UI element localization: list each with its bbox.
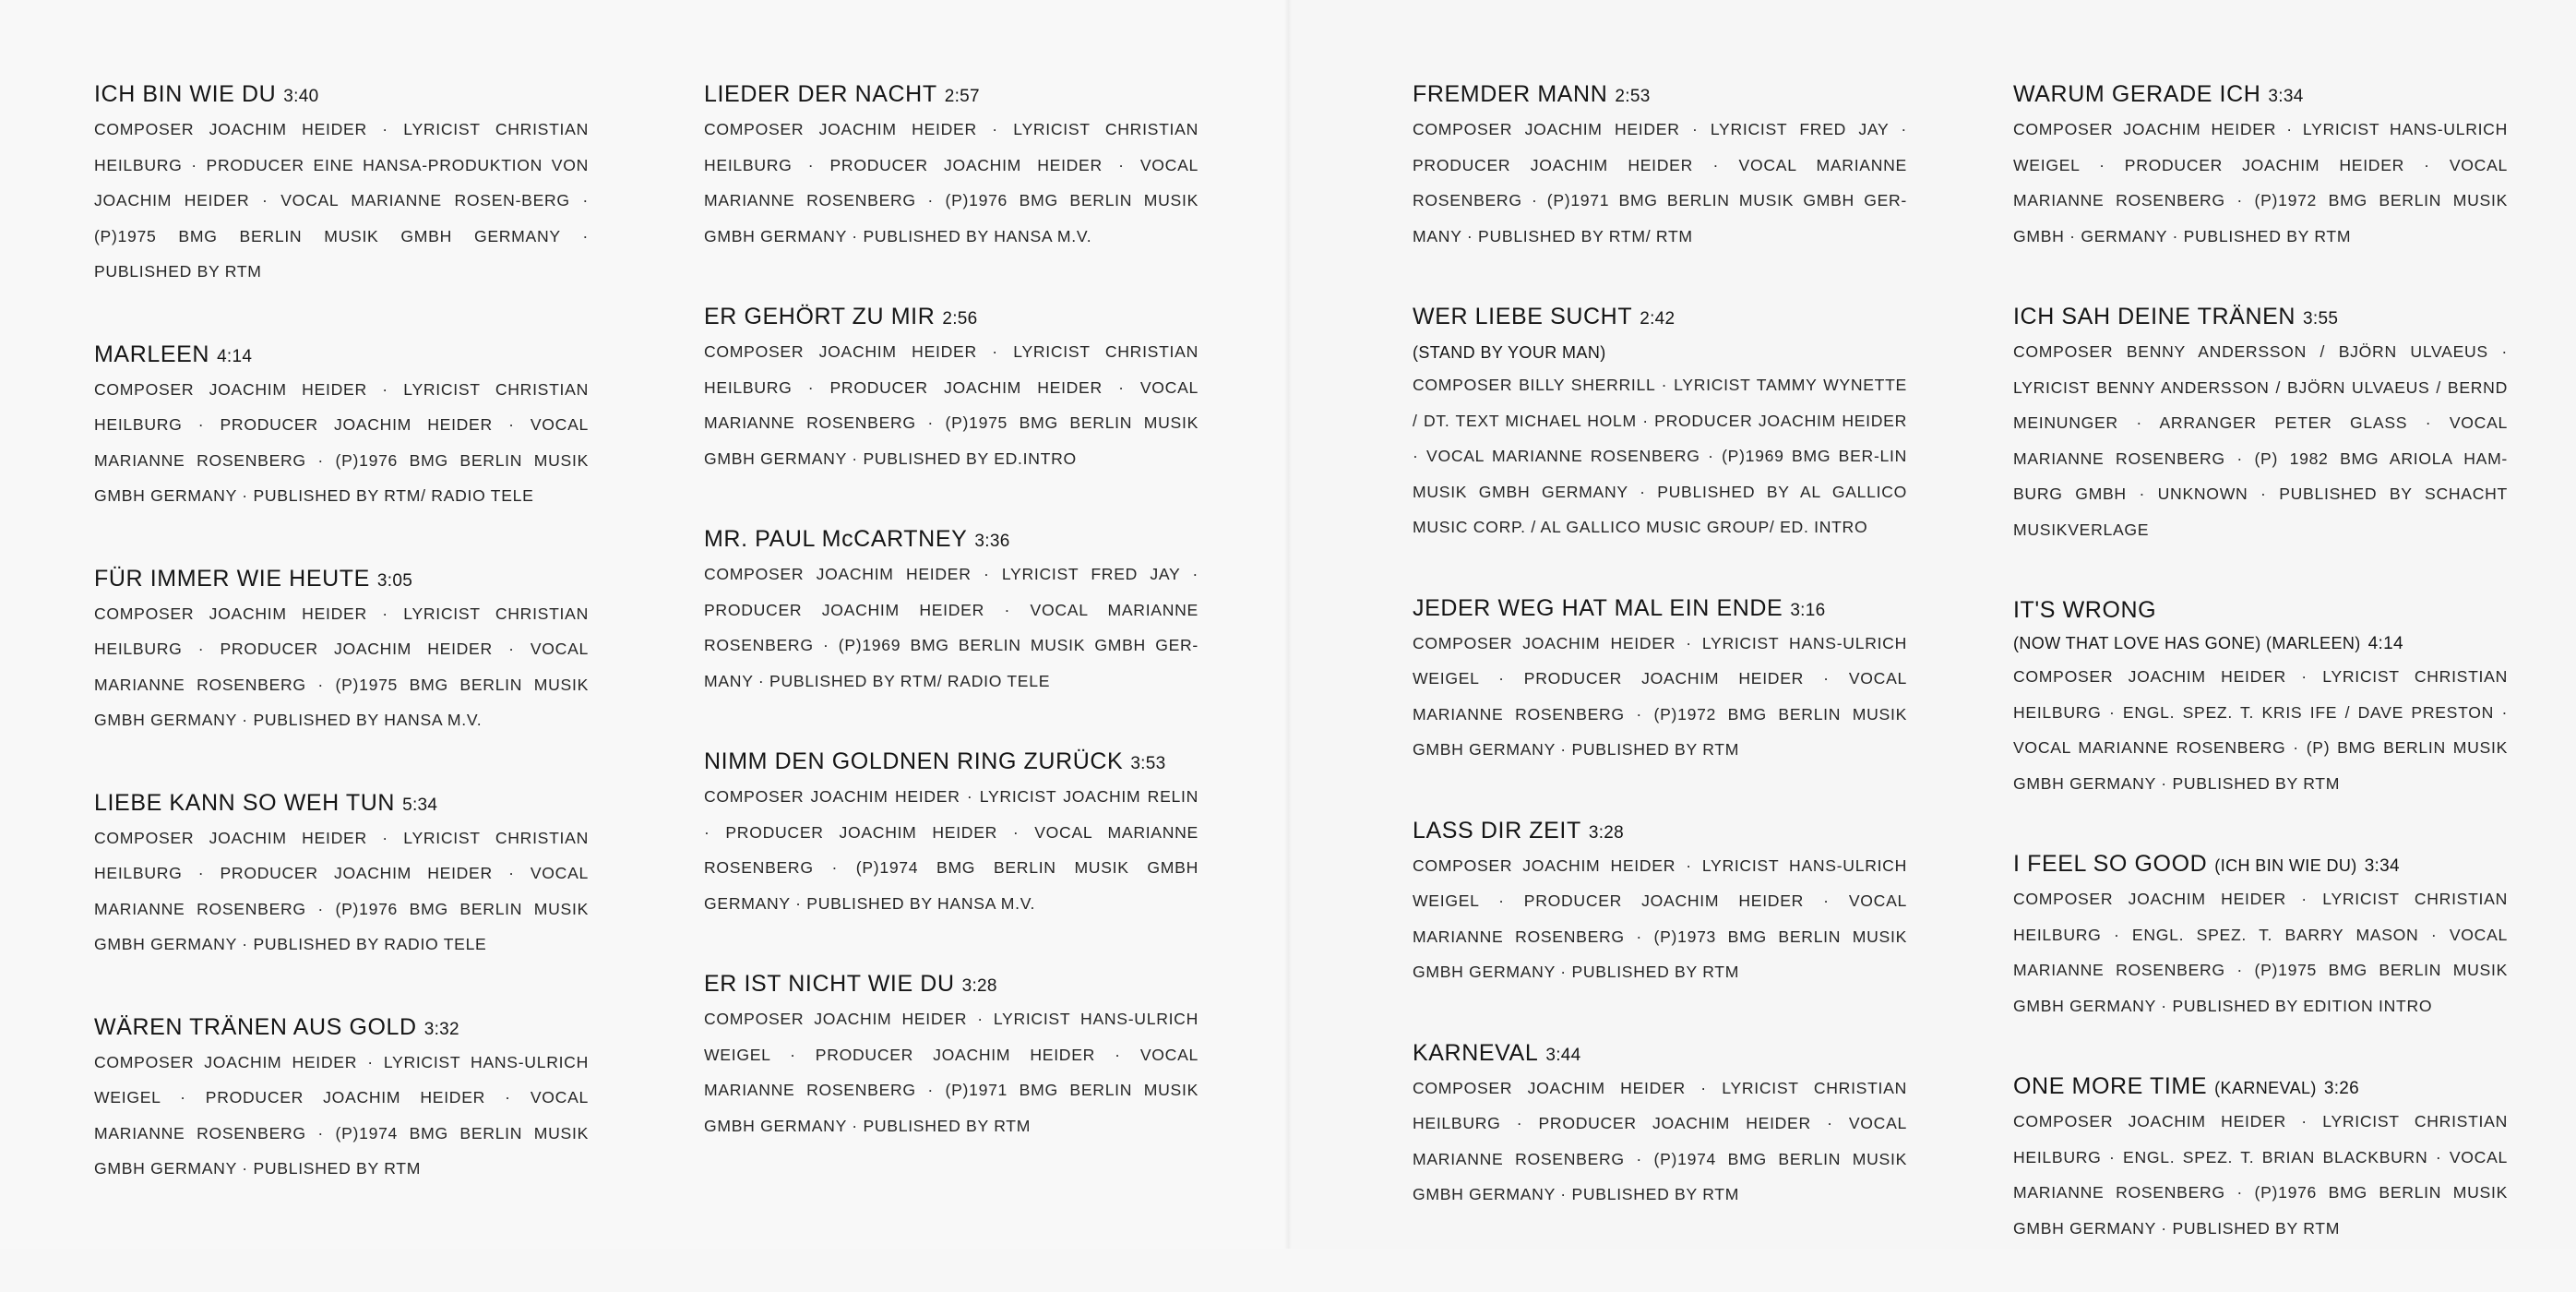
track-credits: COMPOSER JOACHIM HEIDER · LYRICIST HANS-ULRICH WEIGEL · PRODUCER JOACHIM HEIDER · VOCAL MARIANNE ROSENBERG · (P)1972 BMG BERLIN MUSIK GMBH · GERMANY · PUBLISHED BY RTM bbox=[2013, 120, 2508, 245]
track-duration: 4:14 bbox=[2367, 634, 2403, 653]
track-entry bbox=[2013, 78, 2508, 254]
track-entry bbox=[1413, 300, 1907, 545]
track-entry bbox=[94, 338, 589, 514]
track-credits: COMPOSER JOACHIM HEIDER · LYRICIST CHRISTIAN HEILBURG · ENGL. SPEZ. T. BRIAN BLACKBURN · VOCAL MARIANNE ROSENBERG · (P)1976 BMG BERLIN MUSIK GMBH GERMANY · PUBLISHED BY RTM bbox=[2013, 1112, 2508, 1238]
track-title: ER GEHÖRT ZU MIR bbox=[704, 304, 936, 329]
track-column-3 bbox=[1413, 78, 1907, 1259]
track-title: LASS DIR ZEIT bbox=[1413, 817, 1581, 843]
track-duration: 2:42 bbox=[1640, 309, 1676, 329]
track-heading bbox=[1413, 814, 1907, 850]
track-duration: 5:34 bbox=[402, 795, 438, 815]
track-title: LIEBE KANN SO WEH TUN bbox=[94, 789, 396, 816]
track-title-suffix: (KARNEVAL) bbox=[2214, 1079, 2317, 1097]
track-duration: 2:57 bbox=[944, 87, 980, 106]
track-credits: COMPOSER JOACHIM HEIDER · LYRICIST HANS-ULRICH WEIGEL · PRODUCER JOACHIM HEIDER · VOCAL MARIANNE ROSENBERG · (P)1972 BMG BERLIN MUSIK GMBH GERMANY · PUBLISHED BY RTM bbox=[1413, 633, 1907, 759]
track-heading bbox=[94, 78, 589, 114]
track-title: MR. PAUL McCARTNEY bbox=[704, 526, 968, 552]
track-duration: 2:53 bbox=[1615, 87, 1651, 106]
track-title: WER LIEBE SUCHT bbox=[1413, 304, 1633, 329]
track-duration: 3:28 bbox=[961, 976, 997, 996]
track-credits: COMPOSER JOACHIM HEIDER · LYRICIST CHRISTIAN HEILBURG · ENGL. SPEZ. T. KRIS IFE / DAVE PRESTON · VOCAL MARIANNE ROSENBERG · (P) BMG BERLIN MUSIK GMBH GERMANY · PUBLISHED BY RTM bbox=[2013, 667, 2508, 793]
track-duration: 3:53 bbox=[1130, 754, 1166, 773]
track-heading bbox=[704, 967, 1199, 1003]
track-heading bbox=[704, 522, 1199, 558]
track-credits: COMPOSER JOACHIM HEIDER · LYRICIST CHRISTIAN HEILBURG · PRODUCER JOACHIM HEIDER · VOCAL MARIANNE ROSENBERG · (P)1976 BMG BERLIN MUSIK GMBH GERMANY · PUBLISHED BY RTM/ RADIO TELE bbox=[94, 379, 589, 505]
track-heading bbox=[1413, 300, 1907, 336]
track-entry bbox=[704, 745, 1199, 921]
track-heading bbox=[94, 562, 589, 598]
track-title: ER IST NICHT WIE DU bbox=[704, 971, 955, 997]
track-heading bbox=[1413, 1036, 1907, 1072]
track-heading bbox=[2013, 1070, 2508, 1106]
track-duration: 3:05 bbox=[376, 570, 413, 591]
track-entry bbox=[2013, 300, 2508, 547]
track-duration: 3:16 bbox=[1790, 600, 1826, 620]
track-title: I FEEL SO GOOD bbox=[2013, 851, 2208, 877]
track-title: ICH BIN WIE DU bbox=[94, 81, 277, 107]
track-title: ICH SAH DEINE TRÄNEN bbox=[2013, 304, 2296, 329]
track-title: IT'S WRONG bbox=[2013, 597, 2157, 623]
track-entry bbox=[1413, 1036, 1907, 1213]
track-title: ONE MORE TIME bbox=[2013, 1073, 2208, 1099]
track-duration: 3:44 bbox=[1545, 1045, 1581, 1065]
track-duration: 3:40 bbox=[283, 87, 319, 106]
track-column-1 bbox=[94, 78, 589, 1235]
track-duration: 3:55 bbox=[2303, 309, 2339, 329]
track-heading bbox=[1413, 592, 1907, 628]
track-entry bbox=[704, 300, 1199, 476]
track-credits: COMPOSER JOACHIM HEIDER · LYRICIST CHRISTIAN HEILBURG · PRODUCER JOACHIM HEIDER · VOCAL MARIANNE ROSENBERG · (P)1976 BMG BERLIN MUSIK GMBH GERMANY · PUBLISHED BY HANSA M.V. bbox=[704, 120, 1199, 245]
track-entry bbox=[2013, 1070, 2508, 1246]
track-subtitle-line bbox=[1413, 336, 1907, 369]
track-heading bbox=[94, 338, 589, 374]
track-credits: COMPOSER JOACHIM HEIDER · LYRICIST CHRISTIAN HEILBURG · PRODUCER JOACHIM HEIDER · VOCAL MARIANNE ROSENBERG · (P)1974 BMG BERLIN MUSIK GMBH GERMANY · PUBLISHED BY RTM bbox=[1413, 1078, 1907, 1203]
track-duration: 3:26 bbox=[2323, 1079, 2360, 1098]
track-title: MARLEEN bbox=[94, 341, 210, 367]
track-column-2 bbox=[704, 78, 1199, 1190]
track-credits: COMPOSER JOACHIM HEIDER · LYRICIST FRED JAY · PRODUCER JOACHIM HEIDER · VOCAL MARIANNE ROSENBERG · (P)1969 BMG BERLIN MUSIK GMBH GER-MANY · PUBLISHED BY RTM/ RADIO TELE bbox=[704, 565, 1199, 690]
track-duration: 3:36 bbox=[974, 532, 1010, 551]
track-heading bbox=[94, 786, 589, 822]
track-entry bbox=[704, 78, 1199, 254]
track-duration: 3:32 bbox=[423, 1019, 459, 1039]
track-credits: COMPOSER BENNY ANDERSSON / BJÖRN ULVAEUS · LYRICIST BENNY ANDERSSON / BJÖRN ULVAEUS / BERND MEINUNGER · ARRANGER PETER GLASS · VOCAL MARIANNE ROSENBERG · (P) 1982 BMG ARIOLA HAM-BURG GMBH · UNKNOWN · PUBLISHED BY SCHACHT MUSIKVERLAGE bbox=[2013, 342, 2508, 539]
track-subtitle-line bbox=[2013, 627, 2508, 661]
track-duration: 4:14 bbox=[217, 346, 253, 366]
track-credits: COMPOSER BILLY SHERRILL · LYRICIST TAMMY WYNETTE / DT. TEXT MICHAEL HOLM · PRODUCER JOACHIM HEIDER · VOCAL MARIANNE ROSENBERG · (P)1969 BMG BER-LIN MUSIK GMBH GERMANY · PUBLISHED BY AL GALLICO MUSIC CORP. / AL GALLICO MUSIC GROUP/ ED. INTRO bbox=[1413, 376, 1907, 536]
track-credits: COMPOSER JOACHIM HEIDER · LYRICIST HANS-ULRICH WEIGEL · PRODUCER JOACHIM HEIDER · VOCAL MARIANNE ROSENBERG · (P)1973 BMG BERLIN MUSIK GMBH GERMANY · PUBLISHED BY RTM bbox=[1413, 855, 1907, 981]
track-entry bbox=[1413, 592, 1907, 768]
track-title-suffix: (ICH BIN WIE DU) bbox=[2214, 856, 2357, 875]
track-title: WARUM GERADE ICH bbox=[2013, 81, 2261, 107]
track-heading bbox=[1413, 78, 1907, 114]
track-heading bbox=[2013, 300, 2508, 336]
page-fold bbox=[1284, 0, 1292, 1249]
track-duration: 3:28 bbox=[1588, 822, 1625, 843]
track-heading bbox=[704, 745, 1199, 781]
track-credits: COMPOSER JOACHIM HEIDER · LYRICIST CHRISTIAN HEILBURG · PRODUCER JOACHIM HEIDER · VOCAL MARIANNE ROSENBERG · (P)1975 BMG BERLIN MUSIK GMBH GERMANY · PUBLISHED BY HANSA M.V. bbox=[94, 604, 589, 729]
track-duration: 2:56 bbox=[942, 309, 978, 329]
track-credits: COMPOSER JOACHIM HEIDER · LYRICIST CHRISTIAN HEILBURG · PRODUCER JOACHIM HEIDER · VOCAL MARIANNE ROSENBERG · (P)1976 BMG BERLIN MUSIK GMBH GERMANY · PUBLISHED BY RADIO TELE bbox=[94, 828, 589, 953]
track-subtitle: (STAND BY YOUR MAN) bbox=[1413, 343, 1606, 362]
track-entry bbox=[2013, 847, 2508, 1023]
track-heading bbox=[704, 300, 1199, 336]
track-entry bbox=[94, 1011, 589, 1187]
track-heading bbox=[94, 1011, 589, 1047]
track-title: JEDER WEG HAT MAL EIN ENDE bbox=[1413, 594, 1783, 621]
track-title: NIMM DEN GOLDNEN RING ZURÜCK bbox=[704, 748, 1124, 774]
track-entry bbox=[704, 967, 1199, 1143]
track-heading bbox=[704, 78, 1199, 114]
track-title: FREMDER MANN bbox=[1413, 81, 1608, 107]
track-column-4 bbox=[2013, 78, 2508, 1292]
track-duration: 3:34 bbox=[2364, 856, 2400, 876]
track-title: FÜR IMMER WIE HEUTE bbox=[94, 565, 370, 592]
track-entry bbox=[2013, 593, 2508, 801]
track-title: LIEDER DER NACHT bbox=[704, 81, 937, 107]
track-credits: COMPOSER JOACHIM HEIDER · LYRICIST CHRISTIAN HEILBURG · PRODUCER EINE HANSA-PRODUKTION VON JOACHIM HEIDER · VOCAL MARIANNE ROSEN-BERG · (P)1975 BMG BERLIN MUSIK GMBH GERMANY · PUBLISHED BY RTM bbox=[94, 120, 589, 281]
track-credits: COMPOSER JOACHIM HEIDER · LYRICIST HANS-ULRICH WEIGEL · PRODUCER JOACHIM HEIDER · VOCAL MARIANNE ROSENBERG · (P)1971 BMG BERLIN MUSIK GMBH GERMANY · PUBLISHED BY RTM bbox=[704, 1010, 1199, 1135]
track-credits: COMPOSER JOACHIM HEIDER · LYRICIST HANS-ULRICH WEIGEL · PRODUCER JOACHIM HEIDER · VOCAL MARIANNE ROSENBERG · (P)1974 BMG BERLIN MUSIK GMBH GERMANY · PUBLISHED BY RTM bbox=[94, 1052, 589, 1178]
track-entry bbox=[94, 786, 589, 963]
track-entry bbox=[1413, 814, 1907, 990]
track-credits: COMPOSER JOACHIM HEIDER · LYRICIST FRED JAY · PRODUCER JOACHIM HEIDER · VOCAL MARIANNE ROSENBERG · (P)1971 BMG BERLIN MUSIK GMBH GER-MANY · PUBLISHED BY RTM/ RTM bbox=[1413, 120, 1907, 245]
track-credits: COMPOSER JOACHIM HEIDER · LYRICIST CHRISTIAN HEILBURG · ENGL. SPEZ. T. BARRY MASON · VOCAL MARIANNE ROSENBERG · (P)1975 BMG BERLIN MUSIK GMBH GERMANY · PUBLISHED BY EDITION INTRO bbox=[2013, 890, 2508, 1015]
track-title: WÄREN TRÄNEN AUS GOLD bbox=[94, 1013, 417, 1040]
track-entry bbox=[94, 562, 589, 738]
track-credits: COMPOSER JOACHIM HEIDER · LYRICIST CHRISTIAN HEILBURG · PRODUCER JOACHIM HEIDER · VOCAL MARIANNE ROSENBERG · (P)1975 BMG BERLIN MUSIK GMBH GERMANY · PUBLISHED BY ED.INTRO bbox=[704, 342, 1199, 468]
track-entry bbox=[94, 78, 589, 290]
track-subtitle: (NOW THAT LOVE HAS GONE) (MARLEEN) bbox=[2013, 634, 2361, 652]
track-heading bbox=[2013, 593, 2508, 627]
track-heading bbox=[2013, 78, 2508, 114]
track-entry bbox=[704, 522, 1199, 699]
track-heading bbox=[2013, 847, 2508, 883]
track-title: KARNEVAL bbox=[1413, 1039, 1539, 1066]
track-credits: COMPOSER JOACHIM HEIDER · LYRICIST JOACHIM RELIN · PRODUCER JOACHIM HEIDER · VOCAL MARIANNE ROSENBERG · (P)1974 BMG BERLIN MUSIK GMBH GERMANY · PUBLISHED BY HANSA M.V. bbox=[704, 787, 1199, 913]
track-duration: 3:34 bbox=[2268, 87, 2304, 106]
track-entry bbox=[1413, 78, 1907, 254]
